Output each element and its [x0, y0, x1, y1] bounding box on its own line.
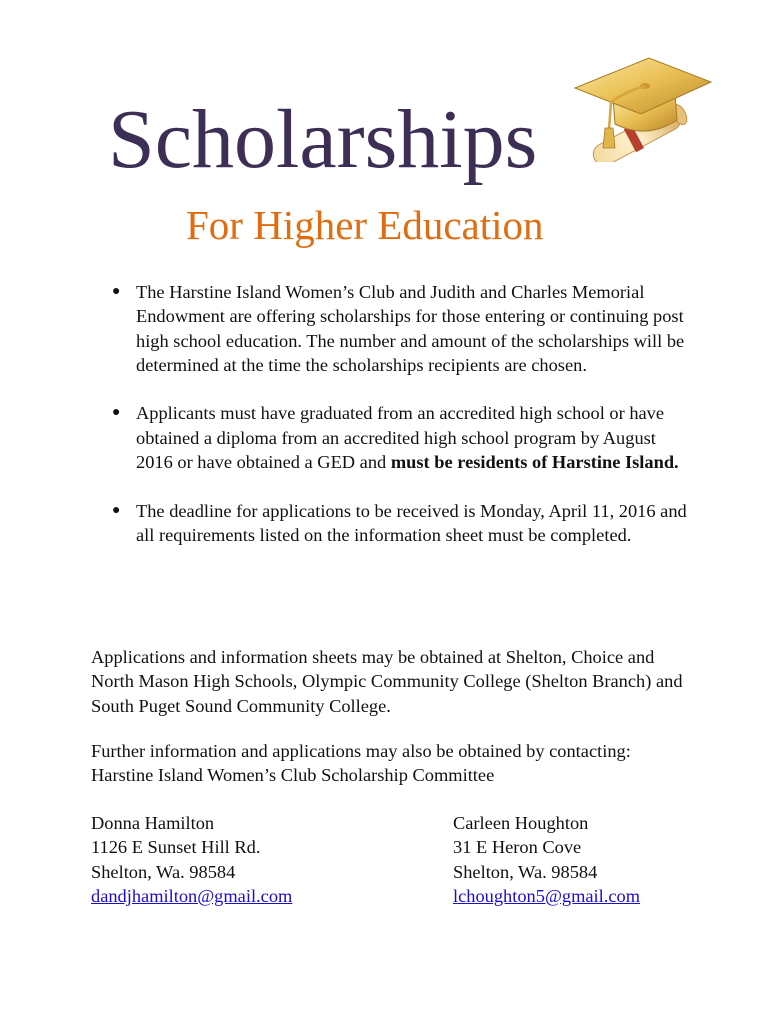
graduation-cap-diploma-icon	[565, 52, 715, 162]
bullet-icon: ●	[112, 284, 121, 299]
bullet-icon: ●	[112, 405, 121, 421]
bullet-bold-text: must be residents of Harstine Island.	[390, 452, 679, 473]
bullet-text: The Harstine Island Women’s Club and Judith and Charles Memorial Endowment are offering scholarships for those entering or continuing post high school education. The number and amount of the scholarships will be determined at the time the scholarships recipients are chosen.	[136, 282, 685, 375]
contact-city: Shelton, Wa. 98584	[453, 861, 598, 882]
bullet-text: The deadline for applications to be received is Monday, April 11, 2016 and all requirements listed on the information sheet must be completed.	[136, 500, 687, 545]
page-title: Scholarships	[108, 93, 538, 186]
contact-city: Shelton, Wa. 98584	[91, 861, 236, 882]
contact-email-link[interactable]: lchoughton5@gmail.com	[453, 885, 641, 906]
list-item	[108, 499, 688, 548]
contact-name: Carleen Houghton	[453, 813, 589, 833]
contact-address: 31 E Heron Cove	[453, 837, 582, 858]
bullet-icon: ●	[112, 502, 121, 518]
contact-address: 1126 E Sunset Hill Rd.	[91, 837, 261, 858]
further-info-paragraph: Further information and applications may also be obtained by contacting: Harstine Island Women’s Club Scholarship Committee	[91, 741, 631, 786]
applications-paragraph: Applications and information sheets may be obtained at Shelton, Choice and North Mason High Schools, Olympic Community College (Shelton Branch) and South Puget Sound Community College.	[91, 647, 683, 716]
contact-email-link[interactable]: dandjhamilton@gmail.com	[91, 885, 293, 906]
page-subtitle: For Higher Education	[186, 202, 544, 248]
list-item	[108, 401, 688, 474]
bullet-list	[108, 280, 688, 572]
contact-name: Donna Hamilton	[91, 813, 215, 833]
list-item	[108, 280, 688, 377]
contact-block	[453, 811, 640, 908]
bullet-text: Applicants must have graduated from an accredited high school or have obtained a diploma from an accredited high school program by August 2016 or have obtained a GED and	[136, 403, 665, 473]
contact-block	[91, 811, 292, 908]
